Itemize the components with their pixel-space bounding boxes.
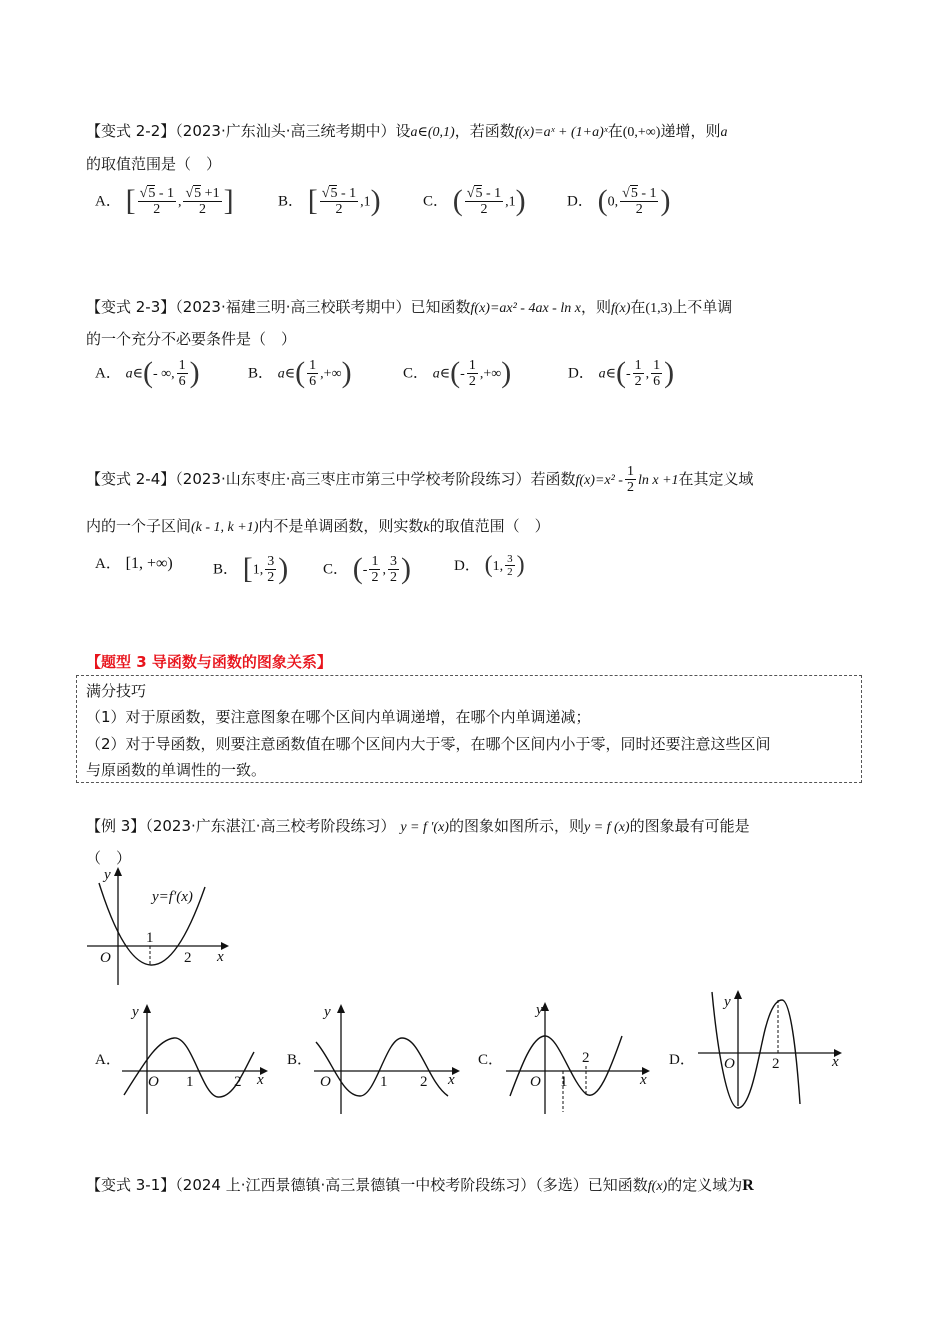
- v31-math-fx: f(x): [647, 1179, 668, 1194]
- v22-math-function: f(x)=aˣ + (1+a)ˣ: [514, 125, 608, 140]
- v24-source: （2023·山东枣庄·高三枣庄市第三中学校考阶段练习）: [175, 470, 531, 488]
- ex3-line2: （ ）: [86, 849, 132, 867]
- ex3-source: （2023·广东湛江·高三校考阶段练习）: [145, 817, 396, 835]
- ex3-option-d-graph: [694, 986, 850, 1110]
- tip-item-1: （1）对于原函数，要注意图象在哪个区间内单调递增，在哪个内单调递减；: [86, 708, 591, 726]
- option-a-y-label: y: [132, 1004, 139, 1020]
- v24-option-a: A． [1, +∞): [95, 555, 173, 572]
- v23-math-function: f(x)=ax² - 4ax - ln x: [470, 301, 581, 316]
- option-d-origin: O: [724, 1056, 735, 1072]
- v22-line1: [86, 120, 727, 141]
- v24-math-function-tail: ln x +1: [637, 473, 679, 488]
- option-c-origin: O: [530, 1074, 541, 1090]
- v31-math-r: R: [742, 1177, 754, 1194]
- option-label: A．: [95, 556, 121, 572]
- graph-tick-1: 1: [146, 930, 154, 946]
- v24-text: 在其定义域: [678, 470, 754, 488]
- option-b-origin: O: [320, 1074, 331, 1090]
- option-label: B．: [248, 365, 274, 382]
- ex3-option-c-label: C．: [478, 1052, 504, 1068]
- option-c-tick-1: 1: [560, 1074, 568, 1090]
- v22-option-b: B． [ $\frac{√5 - 1}{2}$ ,1): [278, 184, 381, 217]
- option-c-x-label: x: [640, 1072, 647, 1088]
- option-label: A．: [95, 193, 121, 210]
- option-label: C．: [403, 365, 429, 382]
- option-c-y-label: y: [536, 1002, 543, 1018]
- v23-source: （2023·福建三明·高三校联考期中）: [175, 298, 411, 316]
- v31-tag: 【变式 3-1】: [86, 1176, 176, 1194]
- tip-item-2-cont: 与原函数的单调性的一致。: [86, 761, 267, 779]
- v23-text: 已知函数: [410, 298, 471, 316]
- v23-text: 在: [630, 298, 646, 316]
- ex3-line1: [86, 815, 750, 836]
- v22-option-a: A． [ $\frac{√5 - 1}{2}$ , $\frac{√5 +1}{2}$ ]: [95, 184, 234, 217]
- v23-line1: [86, 296, 732, 317]
- ex3-option-b-label: B．: [287, 1052, 313, 1068]
- v23-text: 上不单调: [672, 298, 733, 316]
- v24-text: 内不是单调函数，则实数: [258, 517, 424, 535]
- option-d-tick-2: 2: [772, 1056, 780, 1072]
- v23-option-c: C． a∈(- $\frac{1}{2}$ ,+∞): [403, 356, 512, 389]
- option-b-y-label: y: [324, 1004, 331, 1020]
- section3-title: 【题型 3 导函数与函数的图象关系】: [86, 653, 332, 671]
- option-a-x-label: x: [257, 1072, 264, 1088]
- ex3-tag: 【例 3】: [86, 817, 146, 835]
- tip-item-2: （2）对于导函数，则要注意函数值在哪个区间内大于零，在哪个区间内小于零，同时还要注意这些区间: [86, 735, 771, 753]
- v23-option-a: A． a∈(- ∞, $\frac{1}{6}$ ): [95, 356, 200, 389]
- v22-option-c: C． ( $\frac{√5 - 1}{2}$ ,1): [423, 184, 526, 217]
- v23-math-interval: (1,3): [645, 301, 673, 316]
- v22-source: （2023·广东汕头·高三统考期中）: [175, 122, 396, 140]
- option-label: D．: [567, 193, 593, 210]
- v24-text: 内的一个子区间: [86, 517, 192, 535]
- v24-text: 若函数: [530, 470, 576, 488]
- v24-math-function: f(x)=x² -: [575, 473, 623, 488]
- option-a-origin: O: [148, 1074, 159, 1090]
- option-label: C．: [323, 561, 349, 578]
- v22-math-domain: a∈(0,1): [410, 125, 455, 140]
- option-label: D．: [454, 558, 480, 574]
- v23-math-fx: f(x): [610, 301, 631, 316]
- v24-math-k: k: [423, 520, 430, 535]
- derivative-graph: [84, 865, 234, 990]
- option-a-tick-1: 1: [186, 1074, 194, 1090]
- v22-math-a: a: [720, 125, 728, 140]
- v24-math-interval: (k - 1, k +1): [191, 520, 259, 535]
- v31-line1: [86, 1174, 754, 1195]
- graph-origin-label: O: [100, 950, 111, 966]
- tip-title: 满分技巧: [86, 682, 147, 700]
- ex3-option-d-label: D．: [669, 1052, 695, 1068]
- v22-text: 在: [607, 122, 623, 140]
- ex3-option-b-graph: [310, 1000, 466, 1118]
- option-label: C．: [423, 193, 449, 210]
- ex3-option-c-graph: [502, 998, 658, 1118]
- v24-text: 的取值范围（ ）: [429, 517, 550, 535]
- v23-text: ，则: [580, 298, 611, 316]
- v22-tag: 【变式 2-2】: [86, 122, 176, 140]
- v22-option-d: D． (0, $\frac{√5 - 1}{2}$ ): [567, 184, 671, 217]
- ex3-text: 的图象如图所示，则: [448, 817, 584, 835]
- v24-option-c: C． (- $\frac{1}{2}$ , $\frac{3}{2}$ ): [323, 552, 411, 585]
- option-d-y-label: y: [724, 994, 731, 1010]
- v22-math-interval: (0,+∞): [622, 125, 661, 140]
- ex3-text: 的图象最有可能是: [629, 817, 750, 835]
- ex3-option-a-graph: [118, 1000, 274, 1118]
- option-d-x-label: x: [832, 1054, 839, 1070]
- v23-line2: 的一个充分不必要条件是（ ）: [86, 330, 297, 348]
- graph-curve-label: y=f′(x): [152, 889, 193, 905]
- v22-text: 递增，则: [660, 122, 721, 140]
- ex3-option-a-label: A．: [95, 1052, 121, 1068]
- option-label: D．: [568, 365, 594, 382]
- option-label: B．: [213, 561, 239, 578]
- v24-line2: [86, 515, 550, 536]
- v22-text: 设: [395, 122, 411, 140]
- v24-tag: 【变式 2-4】: [86, 470, 176, 488]
- v22-line2: 的取值范围是（ ）: [86, 155, 222, 173]
- v24-option-b: B． [1, $\frac{3}{2}$ ): [213, 552, 289, 585]
- graph-tick-2: 2: [184, 950, 192, 966]
- graph-y-label: y: [104, 867, 111, 883]
- v24-option-d: D． (1, $\frac{3}{2}$ ): [454, 552, 525, 578]
- option-b-tick-1: 1: [380, 1074, 388, 1090]
- v23-option-d: D． a∈(- $\frac{1}{2}$ , $\frac{1}{6}$ ): [568, 356, 675, 389]
- option-label: B．: [278, 193, 304, 210]
- option-a-tick-2: 2: [234, 1074, 242, 1090]
- v24-line1: 【变式 2-4】（2023·山东枣庄·高三枣庄市第三中学校考阶段练习）若函数f(x)=x² - $\frac{1}{2}$ ln x +1在其定义域: [86, 464, 754, 495]
- option-c-tick-2: 2: [582, 1050, 590, 1066]
- option-label: A．: [95, 365, 121, 382]
- v31-source: （2024 上·江西景德镇·高三景德镇一中校考阶段练习）: [175, 1176, 536, 1194]
- graph-x-label: x: [217, 949, 224, 965]
- ex3-math-function: y = f (x): [583, 820, 630, 835]
- v31-text: （多选）已知函数: [535, 1176, 648, 1194]
- option-b-tick-2: 2: [420, 1074, 428, 1090]
- v23-tag: 【变式 2-3】: [86, 298, 176, 316]
- option-b-x-label: x: [448, 1072, 455, 1088]
- ex3-math-derivative: y = f ′(x): [400, 820, 449, 835]
- v23-option-b: B． a∈( $\frac{1}{6}$ ,+∞): [248, 356, 352, 389]
- v31-text: 的定义域为: [667, 1176, 743, 1194]
- v22-text: ，若函数: [454, 122, 515, 140]
